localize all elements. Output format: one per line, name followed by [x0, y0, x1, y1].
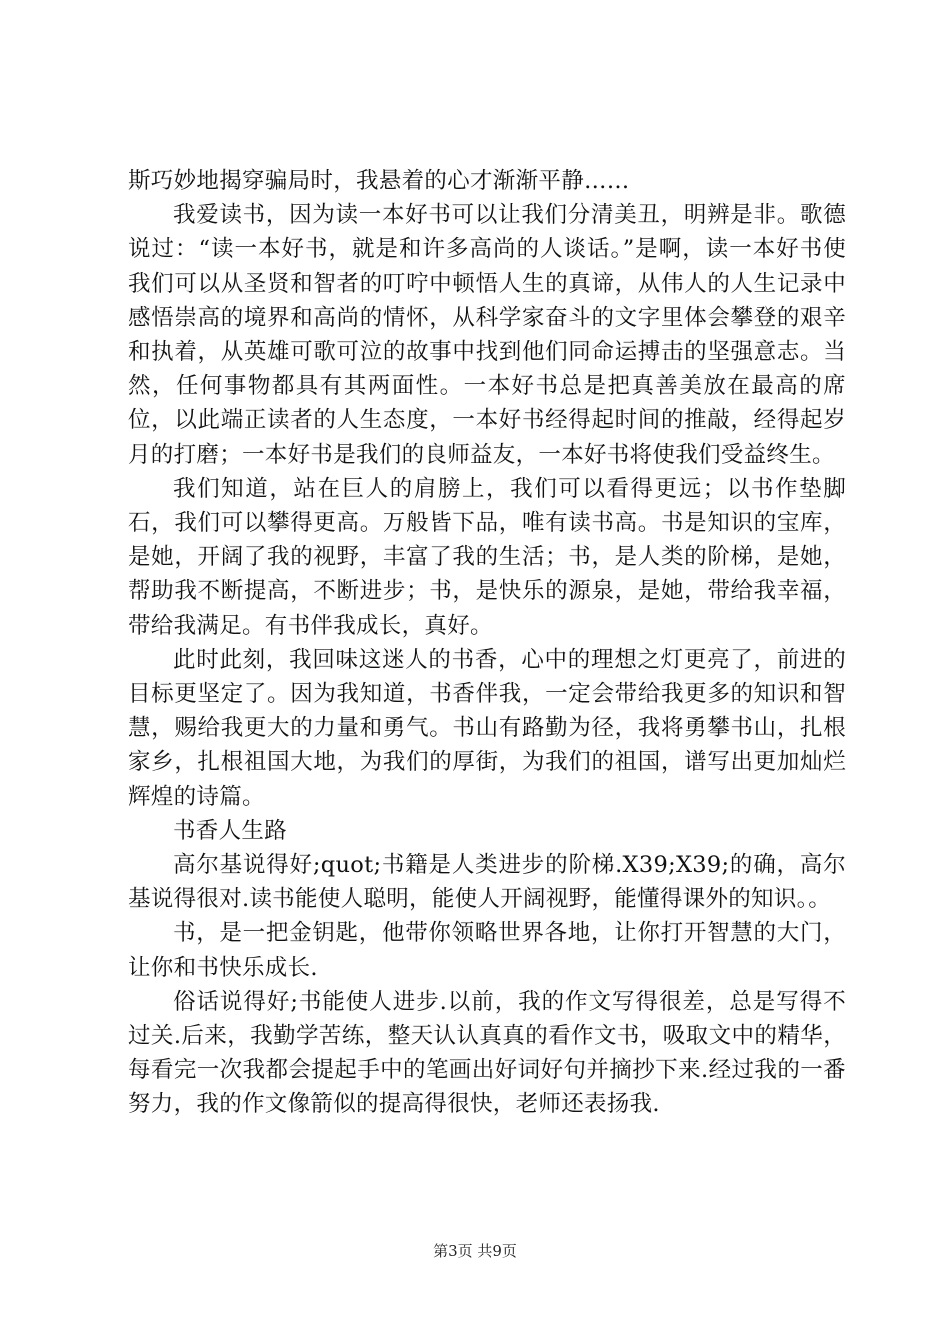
- paragraph-progress: 俗话说得好;书能使人进步.以前，我的作文写得很差，总是写得不过关.后来，我勤学苦练，整天认认真真的看作文书，吸取文中的精华，每看完一次我都会提起手中的笔画出好词好句并摘抄下来.经过我的一番努力，我的作文像箭似的提高得很快，老师还表扬我.: [128, 988, 846, 1118]
- page-footer: [0, 1241, 950, 1261]
- paragraph-golden-key: 书，是一把金钥匙，他带你领略世界各地，让你打开智慧的大门，让你和书快乐成长.: [128, 920, 846, 981]
- section-title: 书香人生路: [173, 817, 288, 844]
- paragraph-love-reading: 我爱读书，因为读一本好书可以让我们分清美丑，明辨是非。歌德说过：“读一本好书，就是和许多高尚的人谈话。”是啊，读一本好书使我们可以从圣贤和智者的叮咛中顿悟人生的真谛，从伟人的人生记录中感悟崇高的境界和高尚的情怀，从科学家奋斗的文字里体会攀登的艰辛和执着，从英雄可歌可泣的故事中找到他们同命运搏击的坚强意志。当然，任何事物都具有其两面性。一本好书总是把真善美放在最高的席位，以此端正读者的人生态度，一本好书经得起时间的推敲，经得起岁月的打磨；一本好书是我们的良师益友，一本好书将使我们受益终生。: [128, 202, 846, 468]
- paragraph-continuation: 斯巧妙地揭穿骗局时，我悬着的心才渐渐平静……: [128, 168, 630, 194]
- paragraph-giants-shoulders: 我们知道，站在巨人的肩膀上，我们可以看得更远；以书作垫脚石，我们可以攀得更高。万般皆下品，唯有读书高。书是知识的宝库，是她，开阔了我的视野，丰富了我的生活；书，是人类的阶梯，是她，帮助我不断提高，不断进步；书，是快乐的源泉，是她，带给我幸福，带给我满足。有书伴我成长，真好。: [128, 475, 846, 639]
- document-body: [128, 164, 846, 1122]
- page-number: 第3页 共9页: [433, 1242, 517, 1260]
- paragraph-this-moment: 此时此刻，我回味这迷人的书香，心中的理想之灯更亮了，前进的目标更坚定了。因为我知道，书香伴我，一定会带给我更多的知识和智慧，赐给我更大的力量和勇气。书山有路勤为径，我将勇攀书山，扎根家乡，扎根祖国大地，为我们的厚街，为我们的祖国，谱写出更加灿烂辉煌的诗篇。: [128, 646, 846, 810]
- paragraph-gorky: 高尔基说得好;quot;书籍是人类进步的阶梯.X39;X39;的确，高尔基说得很对.读书能使人聪明，能使人开阔视野，能懂得课外的知识。。: [128, 852, 846, 913]
